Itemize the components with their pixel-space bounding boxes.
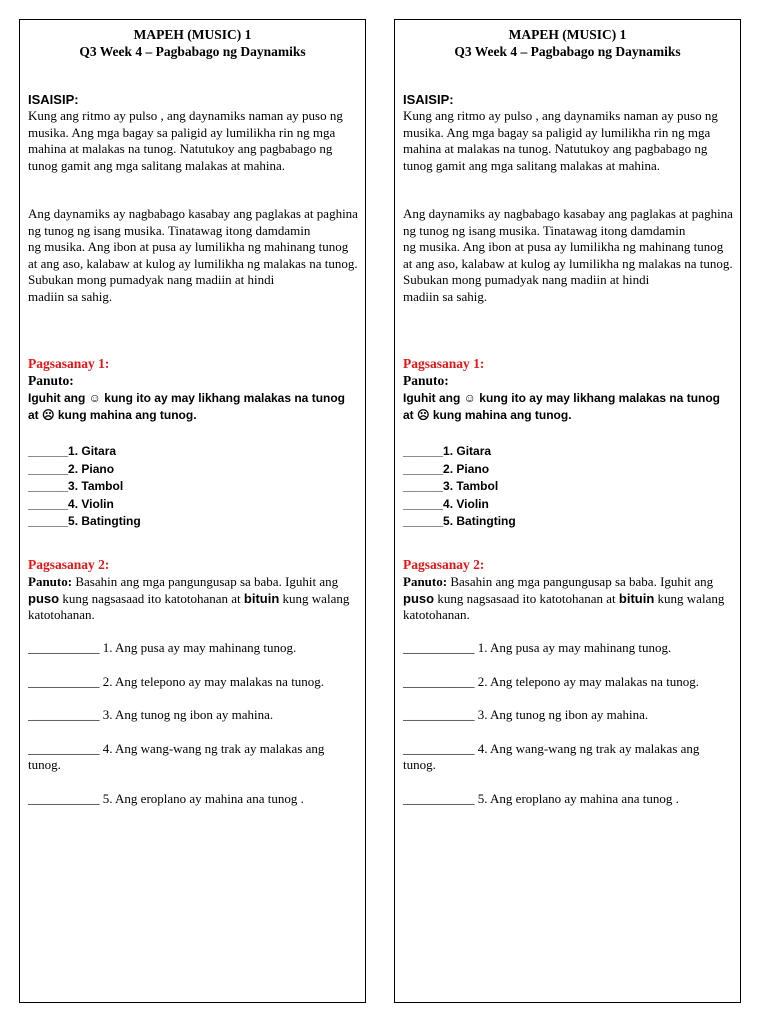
week-title: Q3 Week 4 – Pagbabago ng Daynamiks — [454, 44, 681, 59]
instr-text: kung nagsasaad ito katotohanan at — [437, 590, 616, 606]
worksheet-left — [19, 19, 366, 1003]
paragraph-line: ng musika. Ang ibon at pusa ay lumilikha ng mahinang tunog at ang aso, kalabaw at kulog ay lumilikha ng malakas na tunog. Subukan mong pumadyak nang madiin at hindi — [403, 239, 733, 287]
list-item: ___________ 5. Ang eroplano ay mahina ana tunog . — [28, 790, 304, 806]
list-item: ______3. Tambol — [28, 479, 124, 493]
instr-text: kung mahina ang tunog. — [432, 408, 572, 422]
pagsasanay-2-items — [403, 640, 733, 824]
paragraph-line: Ang daynamiks ay nagbabago kasabay ang paglakas at paghina ng tunog ng isang musika. Tinatawag itong damdamin — [403, 206, 733, 238]
bituin-word: bituin — [243, 590, 280, 606]
frown-icon: ☹ — [417, 408, 430, 422]
week-title: Q3 Week 4 – Pagbabago ng Daynamiks — [79, 44, 306, 59]
subject-title: MAPEH (MUSIC) 1 — [508, 27, 627, 42]
list-item: ______2. Piano — [28, 461, 115, 476]
list-item: ___________ 5. Ang eroplano ay mahina ana tunog . — [403, 790, 679, 806]
paragraph-line: madiin sa sahig. — [28, 288, 113, 304]
isaisip-label: ISAISIP: — [28, 92, 79, 107]
pagsasanay-1-instruction — [403, 390, 733, 424]
paragraph-line: Ang daynamiks ay nagbabago kasabay ang paglakas at paghina ng tunog ng isang musika. Tinatawag itong damdamin — [28, 206, 358, 238]
isaisip-paragraph-2 — [28, 206, 358, 305]
worksheet-content — [395, 20, 740, 1002]
list-item: ___________ 1. Ang pusa ay may mahinang tunog. — [28, 640, 297, 655]
list-item: ___________ 2. Ang telepono ay may malakas na tunog. — [403, 673, 700, 689]
pagsasanay-2-items — [28, 640, 358, 824]
pagsasanay-2-instruction — [403, 574, 733, 624]
list-item: ______4. Violin — [403, 496, 489, 511]
worksheet-right — [394, 19, 741, 1003]
pagsasanay-1-items — [28, 443, 141, 531]
list-item: ______1. Gitara — [403, 444, 492, 458]
pagsasanay-1-instruction — [28, 390, 358, 424]
pagsasanay-1-title: Pagsasanay 1: — [28, 356, 110, 371]
paragraph-line: madiin sa sahig. — [403, 288, 488, 304]
list-item: ______1. Gitara — [28, 444, 117, 458]
bituin-word: bituin — [618, 590, 655, 606]
list-item: ______4. Violin — [28, 496, 114, 511]
smiley-icon: ☺ — [88, 391, 101, 405]
instr-text: at — [403, 408, 414, 422]
pagsasanay-1-title: Pagsasanay 1: — [403, 356, 485, 371]
isaisip-paragraph-1: Kung ang ritmo ay pulso , ang daynamiks naman ay puso ng musika. Ang mga bagay sa paligid ay lumilikha rin ng mga mahina at malakas na tunog. Natutukoy ang pagbabago ng tunog gamit ang mga salitang malakas at mahina. — [28, 108, 343, 173]
instr-text: kung mahina ang tunog. — [57, 408, 197, 422]
pagsasanay-2-instruction — [28, 574, 358, 624]
panuto-2-label: Panuto: — [28, 574, 73, 589]
instr-text: kung walang katotohanan. — [403, 590, 725, 622]
frown-icon: ☹ — [42, 408, 55, 422]
instr-text: kung walang katotohanan. — [28, 590, 350, 622]
instr-text: kung ito ay may likhang malakas na tunog — [479, 391, 721, 405]
instr-text: at — [28, 408, 39, 422]
list-item: ___________ 3. Ang tunog ng ibon ay mahina. — [28, 707, 274, 722]
list-item: ___________ 3. Ang tunog ng ibon ay mahina. — [403, 707, 649, 722]
list-item: ___________ 4. Ang wang-wang ng trak ay malakas ang tunog. — [403, 740, 700, 772]
list-item: ___________ 4. Ang wang-wang ng trak ay malakas ang tunog. — [28, 740, 325, 772]
list-item: ______3. Tambol — [403, 479, 499, 493]
instr-text: Basahin ang mga pangungusap sa baba. Iguhit ang — [75, 574, 339, 589]
panuto-1-label: Panuto: — [28, 373, 74, 388]
pagsasanay-1-items — [403, 443, 516, 531]
instr-text: Iguhit ang — [28, 391, 86, 405]
isaisip-label: ISAISIP: — [403, 92, 454, 107]
instr-text: Basahin ang mga pangungusap sa baba. Iguhit ang — [450, 574, 714, 589]
smiley-icon: ☺ — [463, 391, 476, 405]
pagsasanay-2-title: Pagsasanay 2: — [28, 557, 110, 572]
panuto-2-label: Panuto: — [403, 574, 448, 589]
list-item: ___________ 1. Ang pusa ay may mahinang tunog. — [403, 640, 672, 655]
list-item: ______5. Batingting — [28, 514, 141, 528]
instr-text: kung nagsasaad ito katotohanan at — [62, 590, 241, 606]
list-item: ______2. Piano — [403, 461, 490, 476]
subject-title: MAPEH (MUSIC) 1 — [133, 27, 252, 42]
paragraph-line: ng musika. Ang ibon at pusa ay lumilikha ng mahinang tunog at ang aso, kalabaw at kulog ay lumilikha ng malakas na tunog. Subukan mong pumadyak nang madiin at hindi — [28, 239, 358, 287]
list-item: ___________ 2. Ang telepono ay may malakas na tunog. — [28, 673, 325, 689]
instr-text: Iguhit ang — [403, 391, 461, 405]
pagsasanay-2-title: Pagsasanay 2: — [403, 557, 485, 572]
list-item: ______5. Batingting — [403, 514, 516, 528]
isaisip-paragraph-2 — [403, 206, 733, 305]
worksheet-content — [20, 20, 365, 1002]
puso-word: puso — [28, 590, 60, 606]
puso-word: puso — [403, 590, 435, 606]
panuto-1-label: Panuto: — [403, 373, 449, 388]
instr-text: kung ito ay may likhang malakas na tunog — [104, 391, 346, 405]
isaisip-paragraph-1: Kung ang ritmo ay pulso , ang daynamiks naman ay puso ng musika. Ang mga bagay sa paligid ay lumilikha rin ng mga mahina at malakas na tunog. Natutukoy ang pagbabago ng tunog gamit ang mga salitang malakas at mahina. — [403, 108, 718, 173]
